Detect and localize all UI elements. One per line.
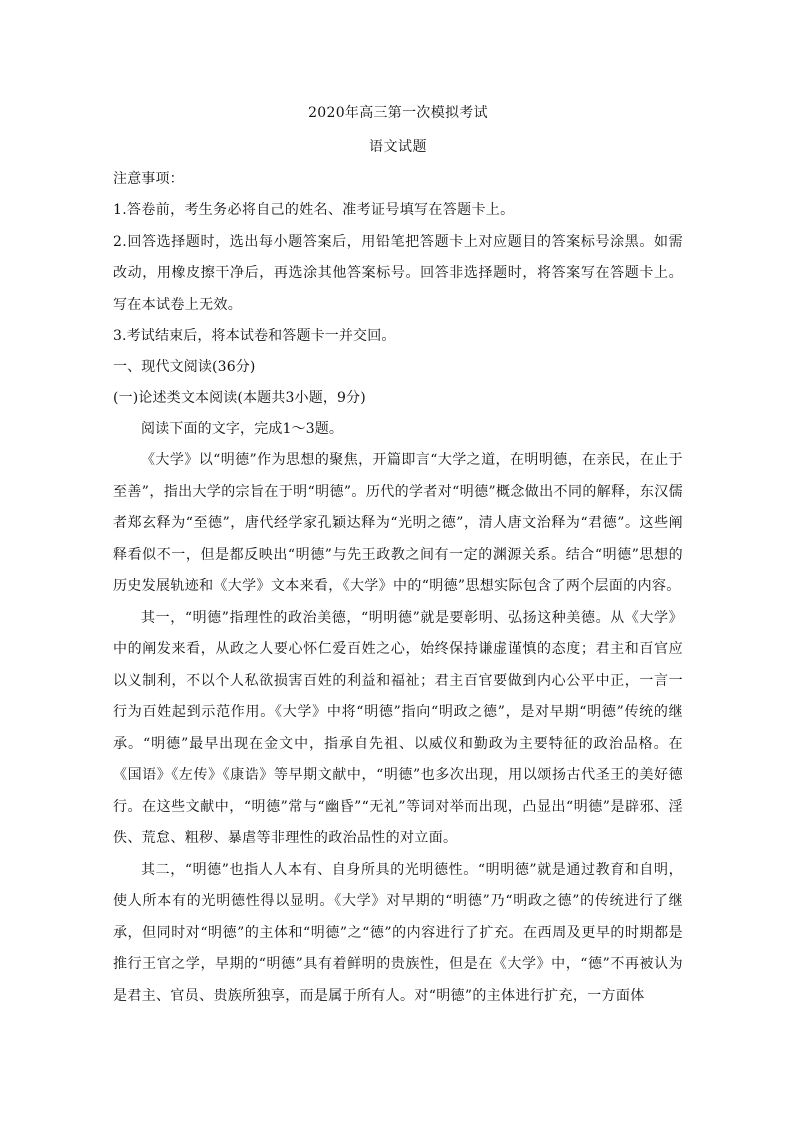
subsection-heading: (一)论述类文本阅读(本题共3小题，9分) [113,390,366,406]
exam-page [113,96,683,1012]
notice-item-1: 1.答卷前，考生务必将自己的姓名、准考证号填写在答题卡上。 [113,202,515,218]
notice-item-3: 3.考试结束后，将本试卷和答题卡一并交回。 [113,328,396,344]
section-heading: 一、现代文阅读(36分) [113,359,256,375]
notice-item-2: 2.回答选择题时，选出每小题答案后，用铅笔把答题卡上对应题目的答案标号涂黑。如需改动，用橡皮擦干净后，再选涂其他答案标号。回答非选择题时，将答案写在答题卡上。写在本试卷上无效。 [113,233,683,313]
exam-subtitle: 语文试题 [369,139,427,155]
notice-heading: 注意事项： [113,171,184,187]
exam-title: 2020年高三第一次模拟考试 [308,105,488,121]
passage-paragraph-2: 其一，“明德”指理性的政治美德，“明明德”就是要彰明、弘扬这种美德。从《大学》中的阐发来看，从政之人要心怀仁爱百姓之心，始终保持谦虚谨慎的态度；君主和百官应以义制利，不以个人私欲损害百姓的利益和福祉；君主百官要做到内心公平中正，一言一行为百姓起到示范作用。《大学》中将“明德”指向“明政之德”，是对早期“明德”传统的继承。“明德”最早出现在金文中，指承自先祖、以威仪和勤政为主要特征的政治品格。在《国语》《左传》《康诰》等早期文献中，“明德”也多次出现，用以颂扬古代圣王的美好德行。在这些文献中，“明德”常与“幽昏”“无礼”等词对举而出现，凸显出“明德”是辟邪、淫佚、荒怠、粗秽、暴虐等非理性的政治品性的对立面。 [113,609,683,846]
passage-paragraph-3: 其二，“明德”也指人人本有、自身所具的光明德性。“明明德”就是通过教育和自明，使人所本有的光明德性得以显明。《大学》对早期的“明德”乃“明政之德”的传统进行了继承，但同时对“明德”的主体和“明德”之“德”的内容进行了扩充。在西周及更早的时期都是推行王官之学，早期的“明德”具有着鲜明的贵族性，但是在《大学》中，“德”不再被认为是君主、官员、贵族所独享，而是属于所有人。对“明德”的主体进行扩充，一方面体 [113,861,683,1004]
passage-paragraph-1: 《大学》以“明德”作为思想的聚焦，开篇即言“大学之道，在明明德，在亲民，在止于至善”，指出大学的宗旨在于明“明德”。历代的学者对“明德”概念做出不同的解释，东汉儒者郑玄释为“至德”，唐代经学家孔颖达释为“光明之德”，清人唐文治释为“君德”。这些阐释看似不一，但是都反映出“明德”与先王政教之间有一定的渊源关系。结合“明德”思想的历史发展轨迹和《大学》文本来看，《大学》中的“明德”思想实际包含了两个层面的内容。 [113,452,683,594]
reading-instruction: 阅读下面的文字，完成1～3题。 [141,421,344,437]
